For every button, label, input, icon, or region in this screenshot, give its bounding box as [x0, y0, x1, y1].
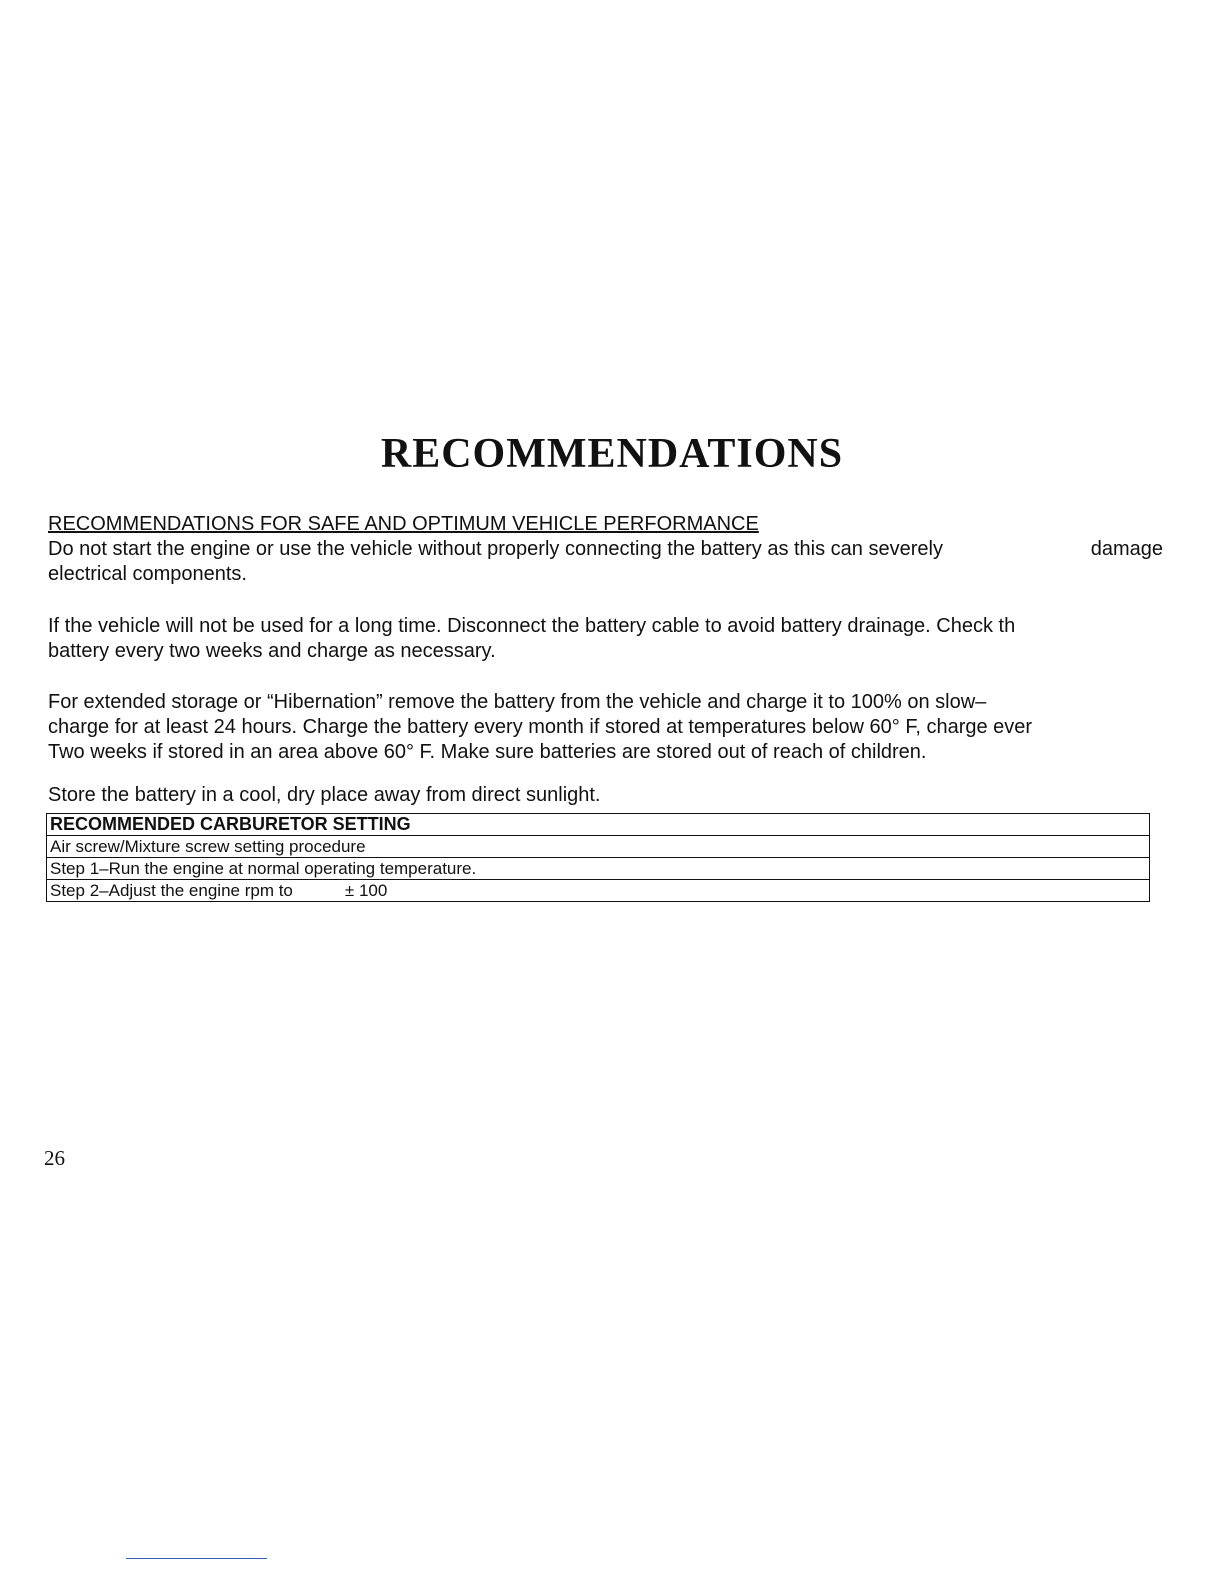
paragraph-line: If the vehicle will not be used for a long time. Disconnect the battery cable to avoid battery drainage. Check th [48, 615, 1016, 637]
paragraph-line: electrical components. [48, 563, 247, 585]
table-row [47, 880, 1150, 902]
paragraph-text: damage [1090, 538, 1163, 560]
paragraph-line: battery every two weeks and charge as necessary. [48, 640, 496, 662]
table-cell [47, 880, 1150, 902]
page-number: 26 [44, 1146, 65, 1170]
paragraph-long-time-storage [48, 614, 1163, 664]
carburetor-setting-table [46, 813, 1150, 902]
section-heading: RECOMMENDATIONS FOR SAFE AND OPTIMUM VEHICLE PERFORMANCE [48, 513, 759, 535]
page-title: RECOMMENDATIONS [380, 431, 844, 477]
table-cell: Step 1–Run the engine at normal operating temperature. [47, 858, 1150, 880]
table-row [47, 814, 1150, 836]
paragraph-storage-location [48, 783, 1163, 808]
bottom-rule [126, 1558, 267, 1559]
table-cell: Air screw/Mixture screw setting procedure [47, 836, 1150, 858]
step2-text: Step 2–Adjust the engine rpm to [50, 881, 293, 900]
paragraph-line: For extended storage or “Hibernation” remove the battery from the vehicle and charge it to 100% on slow– [48, 691, 987, 713]
paragraph-text: Do not start the engine or use the vehicle without properly connecting the battery as this can severely [48, 538, 943, 560]
table-heading: RECOMMENDED CARBURETOR SETTING [47, 814, 1150, 836]
paragraph-line: charge for at least 24 hours. Charge the battery every month if stored at temperatures below 60° F, charge ever [48, 716, 1033, 738]
paragraph-hibernation [48, 690, 1163, 765]
paragraph-line: Two weeks if stored in an area above 60° F. Make sure batteries are stored out of reach of children. [48, 741, 927, 763]
table-row [47, 858, 1150, 880]
paragraph-line [48, 537, 1163, 562]
paragraph-line: Store the battery in a cool, dry place away from direct sunlight. [48, 784, 601, 806]
table-row [47, 836, 1150, 858]
paragraph-battery-connection [48, 537, 1163, 587]
rpm-tolerance: ± 100 [344, 881, 388, 900]
